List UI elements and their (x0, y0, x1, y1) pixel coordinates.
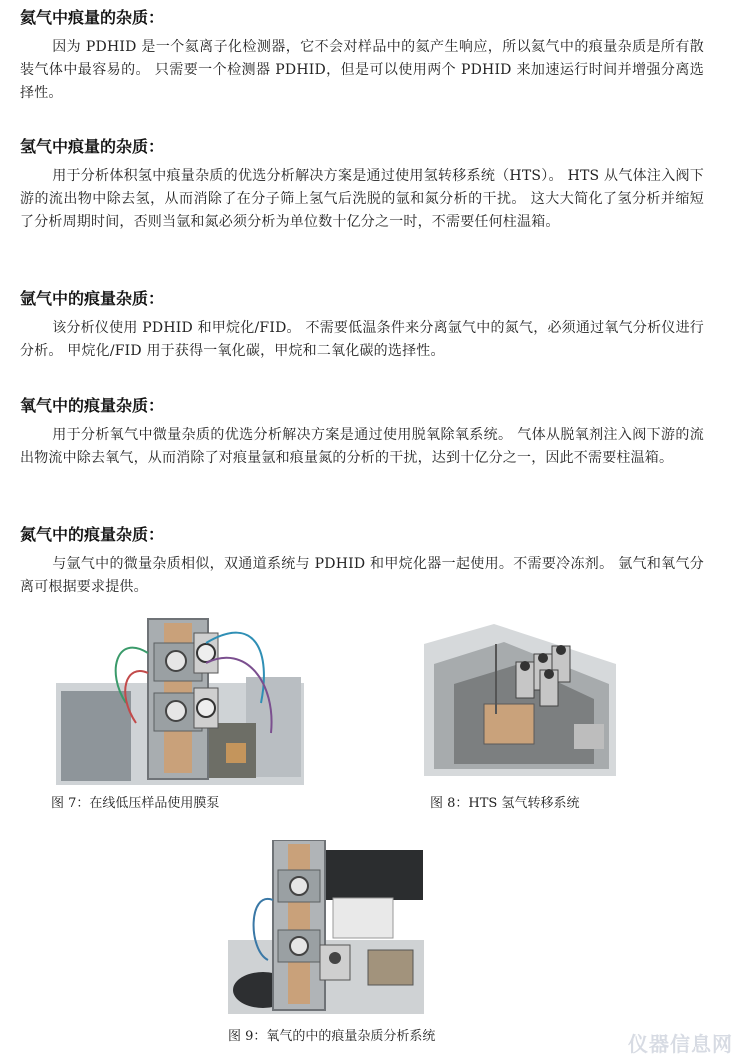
section-helium (20, 8, 704, 105)
oxygen-impurity-system-photo (228, 840, 424, 1014)
section-hydrogen (20, 137, 704, 234)
section-body: 因为 PDHID 是一个氦离子化检测器，它不会对样品中的氦产生响应，所以氦气中的痕量杂质是所有散装气体中最容易的。 只需要一个检测器 PDHID，但是可以使用两个 PDHID 来加速运行时间并增强分离选择性。 (20, 39, 704, 101)
figure-7-caption: 图 7：在线低压样品使用膜泵 (51, 796, 220, 811)
section-body: 用于分析氧气中微量杂质的优选分析解决方案是通过使用脱氧除氧系统。 气体从脱氧剂注入阀下游的流出物流中除去氧气，从而消除了对痕量氩和痕量氮的分析的干扰，达到十亿分之一，因此不需要柱温箱。 (20, 427, 704, 466)
section-body: 与氩气中的微量杂质相似，双通道系统与 PDHID 和甲烷化器一起使用。不需要冷冻剂。 氩气和氧气分离可根据要求提供。 (20, 556, 704, 595)
section-oxygen (20, 396, 704, 470)
section-heading: 氢气中痕量的杂质： (20, 137, 165, 156)
section-argon (20, 289, 704, 363)
membrane-pump-photo (56, 613, 304, 785)
figure-9-photo (228, 840, 424, 1014)
figure-7-photo (56, 613, 304, 785)
section-body: 用于分析体积氢中痕量杂质的优选分析解决方案是通过使用氢转移系统（HTS）。 HTS 从气体注入阀下游的流出物中除去氢，从而消除了在分子筛上氢气后洗脱的氩和氮分析的干扰。 这大大简化了氢分析并缩短了分析周期时间，否则当氩和氮必须分析为单位数十亿分之一时，不需要任何柱温箱。 (20, 168, 704, 230)
section-heading: 氧气中的痕量杂质： (20, 396, 165, 415)
section-heading: 氮气中的痕量杂质： (20, 525, 165, 544)
figure-8-photo (424, 624, 616, 776)
hts-system-photo (424, 624, 616, 776)
figure-8-caption: 图 8：HTS 氢气转移系统 (430, 796, 580, 811)
figure-9-caption: 图 9：氧气的中的痕量杂质分析系统 (228, 1029, 436, 1044)
watermark-logo (628, 1028, 733, 1057)
section-body: 该分析仪使用 PDHID 和甲烷化/FID。 不需要低温条件来分离氩气中的氮气，必须通过氧气分析仪进行分析。 甲烷化/FID 用于获得一氧化碳，甲烷和二氧化碳的选择性。 (20, 320, 704, 359)
section-heading: 氩气中的痕量杂质： (20, 289, 165, 308)
section-nitrogen (20, 525, 704, 599)
watermark-text: 仪器信息网 (628, 1032, 733, 1056)
section-heading: 氦气中痕量的杂质： (20, 8, 165, 27)
